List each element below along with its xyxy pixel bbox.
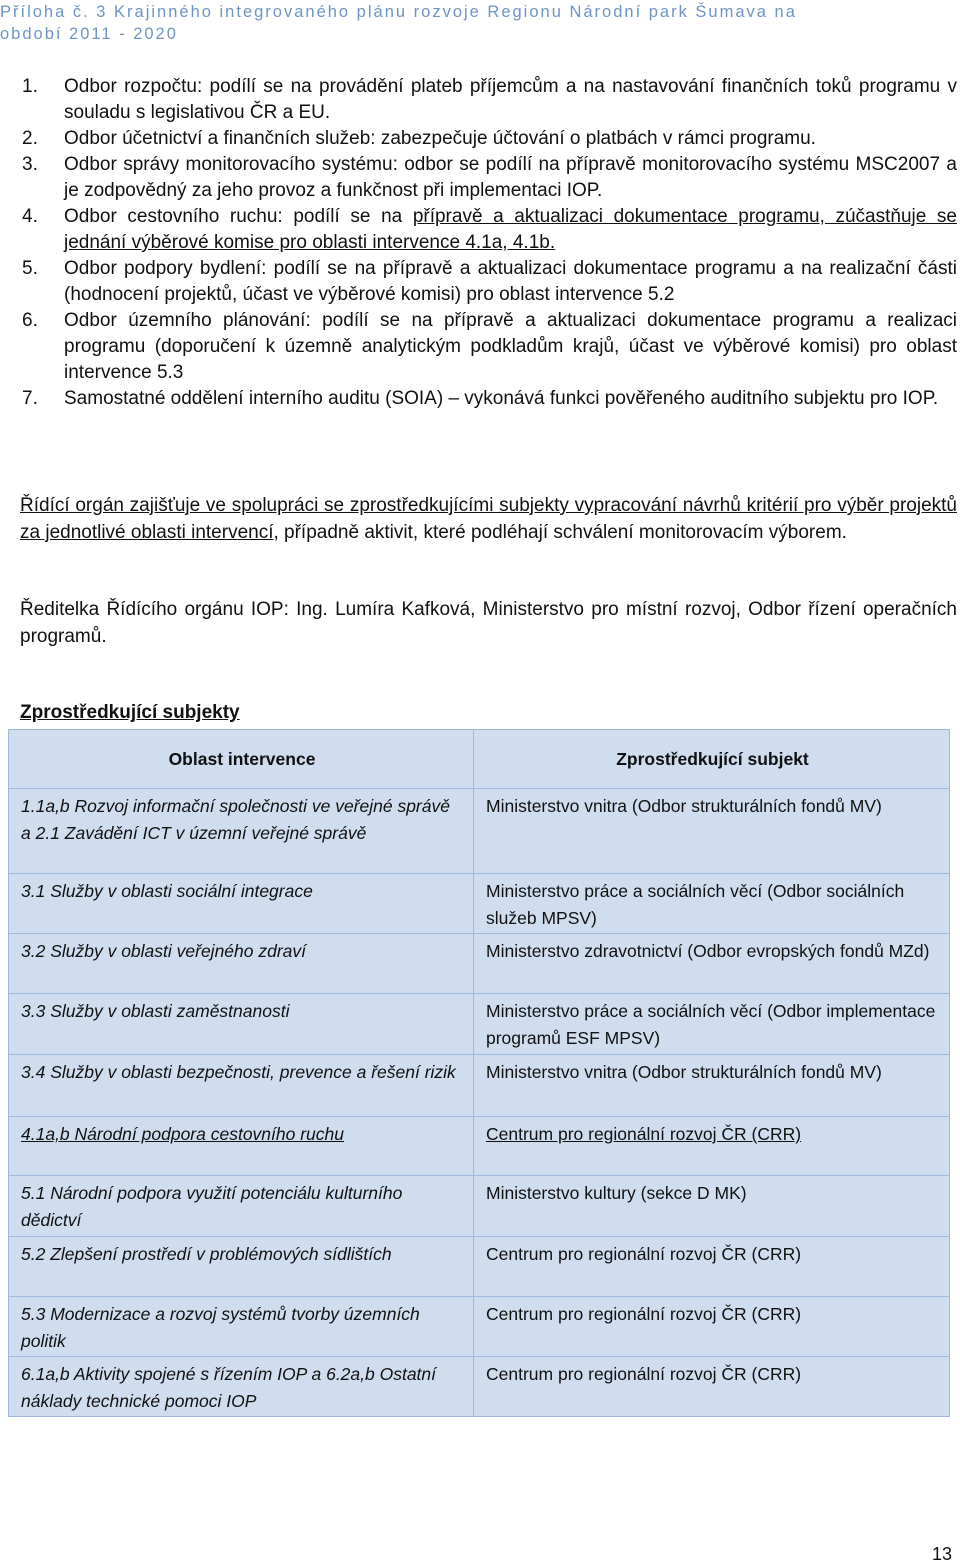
list-item [22, 308, 957, 386]
list-item-text: Odbor územního plánování: podílí se na přípravě a aktualizaci dokumentace programu a realizaci programu (doporučení k územně analytickým podkladům krajů, účast ve výběrové komisi) pro oblast intervence 5.3 [64, 310, 957, 383]
list-item [22, 256, 957, 308]
list-item [22, 74, 957, 126]
department-list [22, 74, 957, 412]
column-header-area: Oblast intervence [9, 730, 474, 789]
list-item-number: 4. [22, 206, 38, 227]
page-number: 13 [931, 1544, 952, 1564]
table-row [9, 1117, 950, 1176]
table-row [9, 874, 950, 934]
list-item-text: Odbor správy monitorovacího systému: odbor se podílí na přípravě monitorovacího systému MSC2007 a je zodpovědný za jeho provoz a funkčnost při implementaci IOP. [64, 154, 957, 201]
subject-cell: Centrum pro regionální rozvoj ČR (CRR) [474, 1117, 950, 1176]
director-paragraph: Ředitelka Řídícího orgánu IOP: Ing. Lumíra Kafková, Ministerstvo pro místní rozvoj, Odbor řízení operačních programů. [20, 599, 957, 647]
area-cell: 5.1 Národní podpora využití potenciálu kulturního dědictví [9, 1176, 474, 1237]
list-item-text: Odbor rozpočtu: podílí se na provádění plateb příjemcům a na nastavování finančních toků programu v souladu s legislativou ČR a EU. [64, 76, 957, 123]
subject-cell: Centrum pro regionální rozvoj ČR (CRR) [474, 1237, 950, 1297]
subject-cell: Centrum pro regionální rozvoj ČR (CRR) [474, 1357, 950, 1417]
table-row [9, 1055, 950, 1117]
list-item-number: 6. [22, 310, 38, 331]
subject-cell: Centrum pro regionální rozvoj ČR (CRR) [474, 1297, 950, 1357]
area-cell: 3.3 Služby v oblasti zaměstnanosti [9, 994, 474, 1055]
list-item-number: 3. [22, 154, 38, 175]
area-cell: 4.1a,b Národní podpora cestovního ruchu [9, 1117, 474, 1176]
list-item-text: Odbor účetnictví a finančních služeb: zabezpečuje účtování o platbách v rámci programu. [64, 128, 816, 149]
area-cell: 3.2 Služby v oblasti veřejného zdraví [9, 934, 474, 994]
subject-cell: Ministerstvo práce a sociálních věcí (Odbor implementace programů ESF MPSV) [474, 994, 950, 1055]
list-item-number: 7. [22, 388, 38, 409]
list-item-text: Odbor cestovního ruchu: podílí se na [64, 206, 413, 227]
criteria-paragraph [20, 493, 957, 546]
subject-cell: Ministerstvo vnitra (Odbor strukturálních fondů MV) [474, 1055, 950, 1117]
list-item-number: 1. [22, 76, 38, 97]
list-item-underlined-text: přípravě a aktualizaci dokumentace programu, zúčastňuje se jednání výběrové komise pro oblasti intervence 4.1a, 4.1b. [64, 206, 957, 253]
header-title-line-1: Příloha č. 3 Krajinného integrovaného plánu rozvoje Regionu Národní park Šumava na [0, 3, 797, 21]
intermediate-bodies-table [8, 729, 950, 1417]
subject-cell: Ministerstvo zdravotnictví (Odbor evropských fondů MZd) [474, 934, 950, 994]
table-row [9, 994, 950, 1055]
list-item-text: Samostatné oddělení interního auditu (SOIA) – vykonává funkci pověřeného auditního subjektu pro IOP. [64, 388, 939, 409]
table-header-row [9, 730, 950, 789]
area-cell: 3.1 Služby v oblasti sociální integrace [9, 874, 474, 934]
list-item [22, 152, 957, 204]
area-cell: 3.4 Služby v oblasti bezpečnosti, prevence a řešení rizik [9, 1055, 474, 1117]
list-item [22, 126, 957, 152]
table-row [9, 789, 950, 874]
list-item-number: 5. [22, 258, 38, 279]
criteria-paragraph-underlined: Řídící orgán zajišťuje ve spolupráci se zprostředkujícími subjekty vypracování návrhů kritérií pro výběr projektů za jednotlivé oblasti intervencí [20, 495, 957, 543]
list-item-number: 2. [22, 128, 38, 149]
list-item [22, 204, 957, 256]
table-row [9, 934, 950, 994]
table-row [9, 1176, 950, 1237]
table-row [9, 1297, 950, 1357]
subject-cell: Ministerstvo vnitra (Odbor strukturálních fondů MV) [474, 789, 950, 874]
area-cell: 6.1a,b Aktivity spojené s řízením IOP a 6.2a,b Ostatní náklady technické pomoci IOP [9, 1357, 474, 1417]
criteria-paragraph-rest: , případně aktivit, které podléhají schválení monitorovacím výborem. [273, 521, 847, 543]
area-cell: 5.2 Zlepšení prostředí v problémových sídlištích [9, 1237, 474, 1297]
area-cell: 5.3 Modernizace a rozvoj systémů tvorby územních politik [9, 1297, 474, 1357]
section-title: Zprostředkující subjekty [20, 702, 240, 723]
column-header-subject: Zprostředkující subjekt [474, 730, 950, 789]
table-row [9, 1357, 950, 1417]
list-item [22, 386, 957, 412]
subject-cell: Ministerstvo kultury (sekce D MK) [474, 1176, 950, 1237]
area-cell: 1.1a,b Rozvoj informační společnosti ve veřejné správě a 2.1 Zavádění ICT v územní veřejné správě [9, 789, 474, 874]
header-title-line-2: období 2011 - 2020 [0, 25, 178, 43]
subject-cell: Ministerstvo práce a sociálních věcí (Odbor sociálních služeb MPSV) [474, 874, 950, 934]
list-item-text: Odbor podpory bydlení: podílí se na přípravě a aktualizaci dokumentace programu a na realizační části (hodnocení projektů, účast ve výběrové komisi) pro oblast intervence 5.2 [64, 258, 957, 305]
table-row [9, 1237, 950, 1297]
document-header [0, 0, 960, 48]
